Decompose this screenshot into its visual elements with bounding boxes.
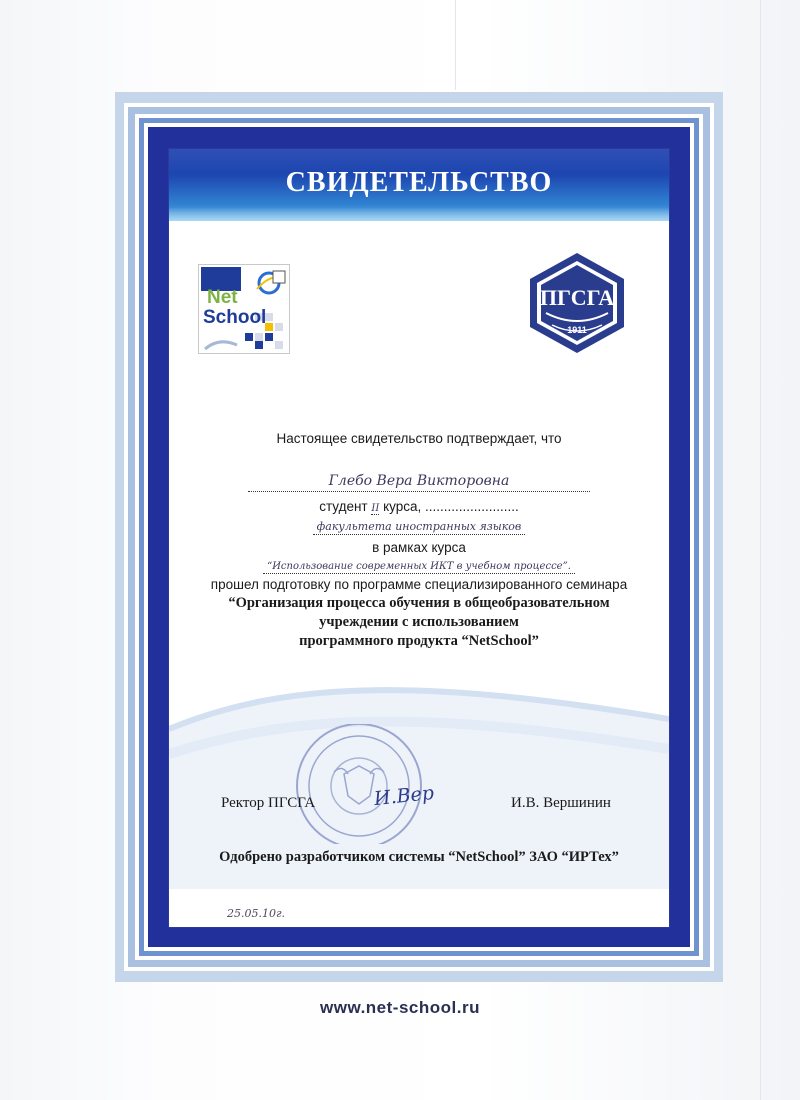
approved-line: Одобрено разработчиком системы “NetSchool” ЗАО “ИРТех” xyxy=(219,849,619,865)
student-name-line xyxy=(169,472,669,492)
program-title-line-2: учреждении с использованием xyxy=(319,614,519,630)
pgsga-logo-abbr: ПГСГА xyxy=(539,285,615,310)
footer-url: www.net-school.ru xyxy=(320,998,480,1017)
netschool-logo xyxy=(198,264,290,354)
rector-signature: И.Вер xyxy=(373,781,435,811)
program-title-line-1: “Организация процесса обучения в общеобразовательном xyxy=(228,595,610,611)
course-name-line xyxy=(169,556,669,574)
student-prefix: студент xyxy=(319,499,368,514)
course-line xyxy=(169,499,669,515)
intro-line: Настоящее свидетельство подтверждает, что xyxy=(276,431,562,446)
handwritten-date: 25.05.10г. xyxy=(227,907,286,920)
pgsga-logo-year: 1911 xyxy=(567,325,587,335)
course-name: “Использование современных ИКТ в учебном процессе”. xyxy=(263,561,575,574)
course-number: II xyxy=(371,503,380,514)
certificate-title: СВИДЕТЕЛЬСТВО xyxy=(285,167,553,198)
course-suffix: курса, xyxy=(383,499,422,514)
rector-name: И.В. Вершинин xyxy=(511,795,611,811)
paper-bleed-mark xyxy=(760,0,761,1100)
faculty-name: факультета иностранных языков xyxy=(313,520,526,535)
in-course-line: в рамках курса xyxy=(372,540,466,555)
course-dots: ......................... xyxy=(425,499,519,514)
training-line: прошел подготовку по программе специализированного семинара xyxy=(210,577,628,592)
program-title-line-3: программного продукта “NetSchool” xyxy=(299,633,539,649)
netschool-logo-net: Net xyxy=(207,287,238,308)
netschool-logo-school: School xyxy=(203,307,267,328)
certificate-body xyxy=(168,148,670,928)
faculty-line xyxy=(169,517,669,535)
rector-label: Ректор ПГСГА xyxy=(221,795,316,811)
student-name: Глебо Вера Викторовна xyxy=(248,473,590,492)
paper-bleed-mark xyxy=(455,0,456,90)
pgsga-logo xyxy=(522,251,632,355)
